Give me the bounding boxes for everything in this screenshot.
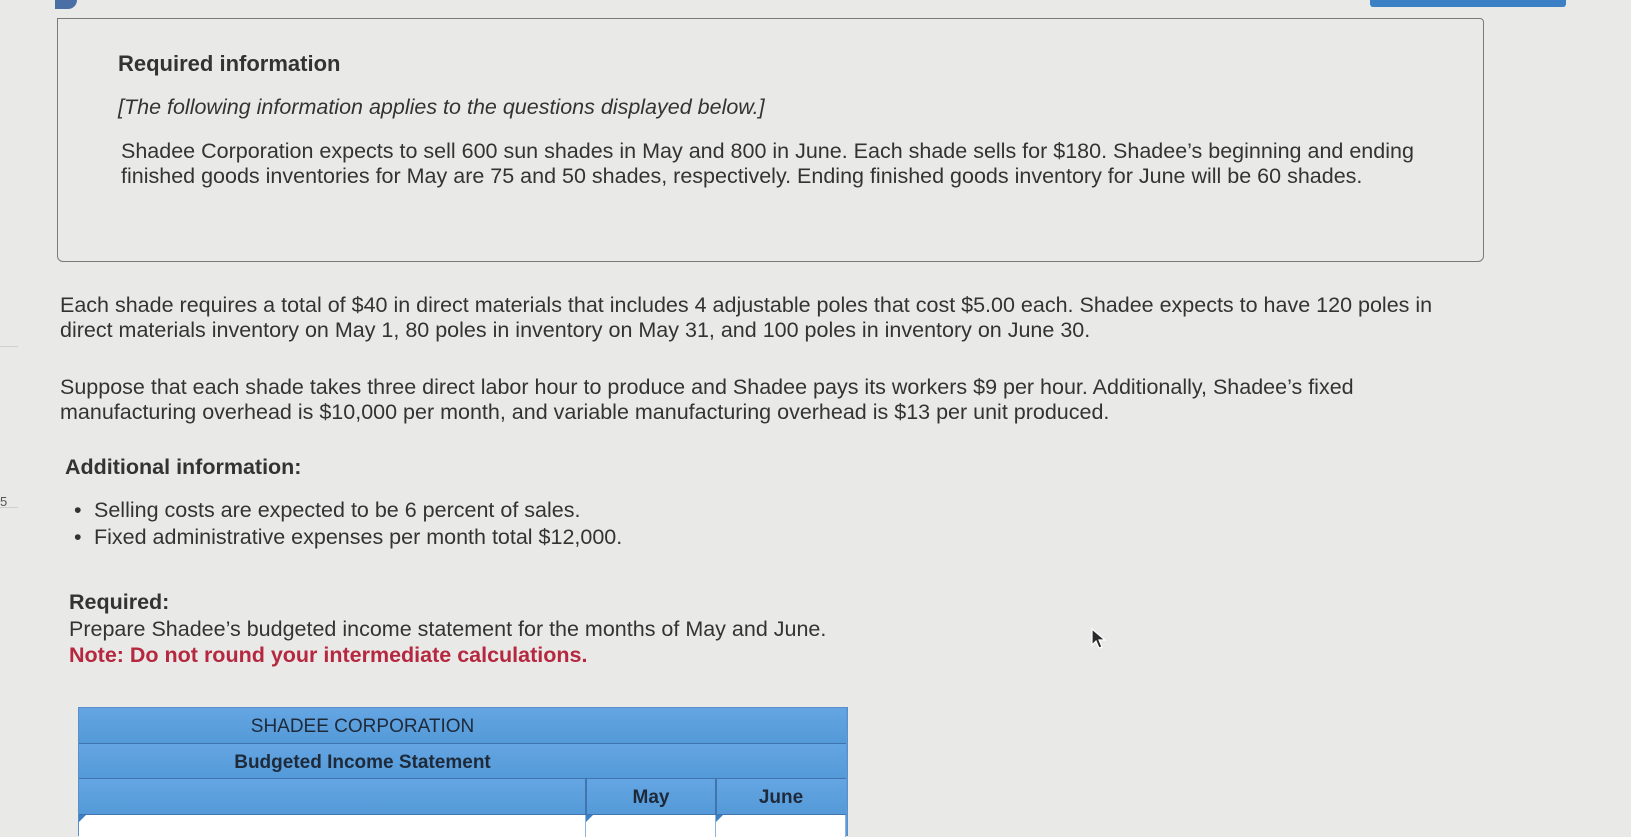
income-statement-table — [78, 707, 848, 836]
statement-company-name: SHADEE CORPORATION — [250, 716, 475, 737]
required-information-box — [57, 18, 1484, 262]
line-item-dropdown[interactable] — [79, 815, 586, 837]
rounding-note: Note: Do not round your intermediate calculations. — [69, 643, 588, 667]
left-edge-marker: 5 — [0, 494, 8, 509]
top-left-tab — [55, 0, 77, 9]
mouse-pointer-icon — [1091, 628, 1107, 650]
additional-info-heading: Additional information: — [65, 455, 302, 479]
info-box-body: Shadee Corporation expects to sell 600 sun shades in May and 800 in June. Each shade sells for $180. Shadee’s beginning and ending finished goods inventories for May are 75 and 50 shades, respectively. Ending finished goods inventory for June will be 60 shades. — [121, 139, 1414, 188]
required-label: Required: — [69, 590, 170, 614]
statement-column-header-row — [79, 779, 846, 815]
info-box-title: Required information — [118, 51, 341, 76]
labor-overhead-paragraph: Suppose that each shade takes three direct labor hour to produce and Shadee pays its workers $9 per hour. Additionally, Shadee’s fixed manufacturing overhead is $10,000 per month, and variable manufacturing overhead is $13 per unit produced. — [60, 375, 1354, 424]
column-header-may: May — [632, 787, 670, 808]
statement-input-row — [79, 815, 846, 837]
input-marker-icon — [716, 815, 723, 822]
direct-materials-paragraph: Each shade requires a total of $40 in direct materials that includes 4 adjustable poles that cost $5.00 each. Shadee expects to have 120 poles in direct materials inventory on May 1, 80 poles in inventory on May 31, and 100 poles in inventory on June 30. — [60, 293, 1433, 342]
dropdown-marker-icon — [79, 815, 86, 822]
june-amount-input[interactable] — [716, 815, 846, 837]
required-instruction: Prepare Shadee’s budgeted income statement for the months of May and June. — [69, 617, 827, 641]
statement-title: Budgeted Income Statement — [234, 752, 491, 773]
statement-company-row — [79, 708, 846, 744]
input-marker-icon — [586, 815, 593, 822]
left-edge-panel — [0, 346, 18, 508]
column-header-june: June — [758, 787, 804, 808]
may-amount-input[interactable] — [586, 815, 716, 837]
additional-info-list — [72, 497, 622, 551]
list-item: • Fixed administrative expenses per month total $12,000. — [72, 524, 622, 551]
statement-title-row — [79, 744, 846, 779]
top-right-button-edge[interactable] — [1370, 0, 1566, 7]
info-box-subtitle: [The following information applies to the questions displayed below.] — [118, 95, 765, 119]
list-item: • Selling costs are expected to be 6 percent of sales. — [72, 497, 622, 524]
